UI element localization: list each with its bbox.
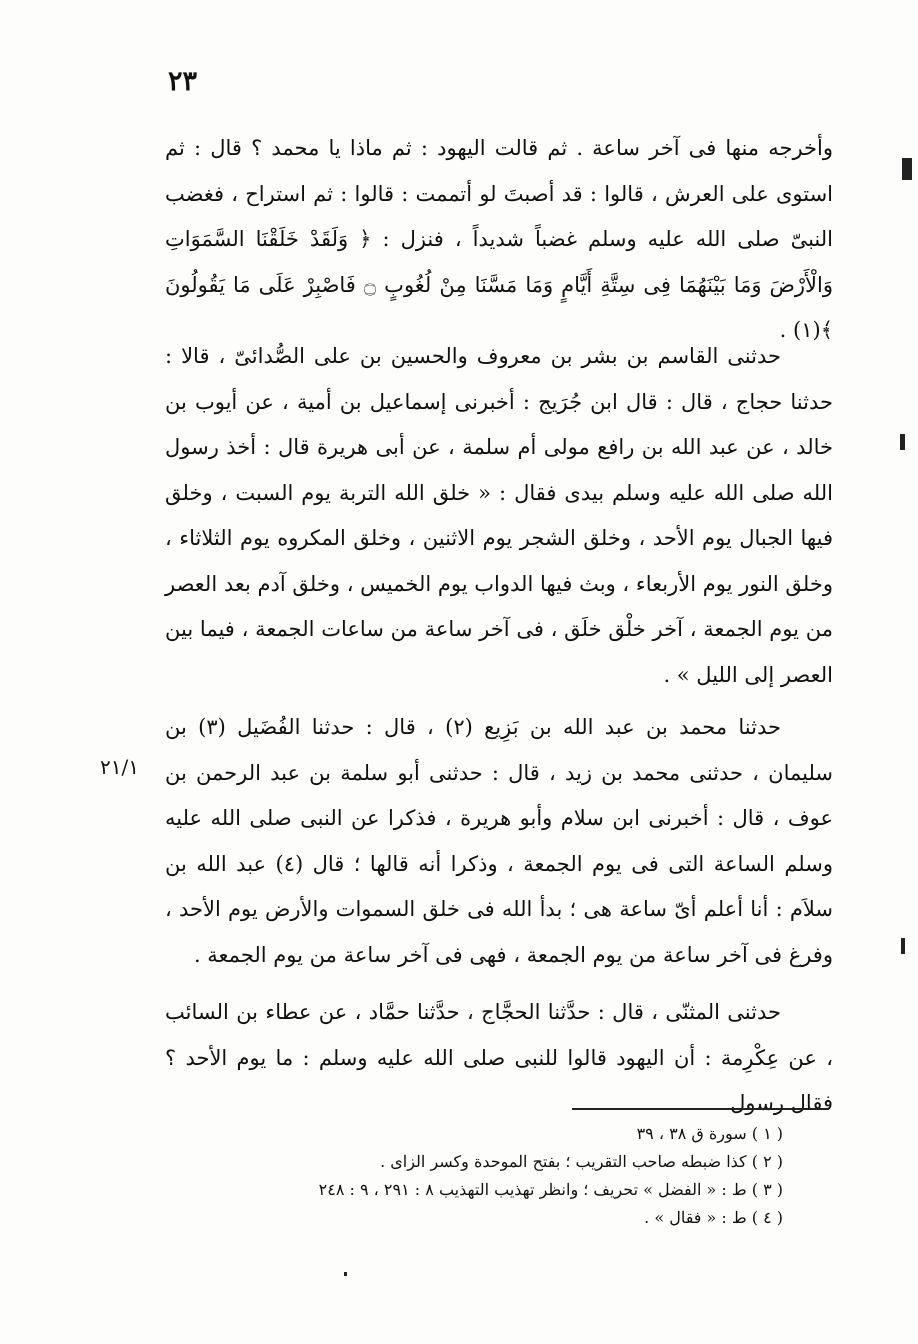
scan-edge-mark — [900, 434, 905, 450]
paragraph-2: حدثنى القاسم بن بشر بن معروف والحسين بن على الصُّدائىّ ، قالا : حدثنا حجاج ، قال : قال ابن جُرَيج : أخبرنى إسماعيل بن أمية ، عن أيوب بن خالد ، عن عبد الله بن رافع مولى أم سلمة ، عن أبى هريرة قال : أخذ رسول الله صلى الله عليه وسلم بيدى فقال : « خلق الله التربة يوم السبت ، وخلق فيها الجبال يوم الأحد ، وخلق الشجر يوم الاثنين ، وخلق المكروه يوم الثلاثاء ، وخلق النور يوم الأربعاء ، وبث فيها الدواب يوم الخميس ، وخلق آدم بعد العصر من يوم الجمعة ، آخر خلْق خلَق ، فى آخر ساعة من ساعات الجمعة ، فيما بين العصر إلى الليل » . — [165, 344, 833, 687]
scan-edge-mark — [901, 938, 905, 954]
footnote-4: ( ٤ ) ط : « فقال » . — [644, 1208, 783, 1227]
footnote-3: ( ٣ ) ط : « الفضل » تحريف ؛ وانظر تهذيب التهذيب ٨ : ٢٩١ ، ٩ : ٢٤٨ — [318, 1180, 783, 1199]
footnotes — [165, 1120, 783, 1232]
paragraph-1: وأخرجه منها فى آخر ساعة . ثم قالت اليهود : ثم ماذا يا محمد ؟ قال : ثم استوى على العرش ، قالوا : قد أصبتَ لو أتممت : قالوا : ثم استراح ، فغضب النبىّ صلى الله عليه وسلم غضباً شديداً ، فنزل : ﴿ وَلَقَدْ خَلَقْنَا السَّمَوَاتِ وَالْأَرْضَ وَمَا بَيْنَهُمَا فِى سِتَّةِ أَيَّامٍ وَمَا مَسَّنَا مِنْ لُغُوبٍ ۝ فَاصْبِرْ عَلَى مَا يَقُولُونَ ﴾(١) . — [165, 136, 833, 342]
paragraph-3: حدثنا محمد بن عبد الله بن بَزِيع (٢) ، قال : حدثنا الفُضَيل (٣) بن سليمان ، حدثنى محمد بن زيد ، قال : حدثنى أبو سلمة بن عبد الرحمن بن عوف ، قال : أخبرنى ابن سلام وأبو هريرة ، فذكرا عن النبى صلى الله عليه وسلم الساعة التى فى يوم الجمعة ، وذكرا أنه قالها ؛ قال (٤) عبد الله بن سلاَم : أنا أعلم أىّ ساعة هى ؛ بدأ الله فى خلق السموات والأرض يوم الأحد ، وفرغ فى آخر ساعة من يوم الجمعة ، فهى فى آخر ساعة من يوم الجمعة . — [165, 715, 833, 967]
scan-edge-mark — [902, 158, 912, 180]
page-number: ٢٣ — [168, 66, 198, 97]
margin-reference: ٢١/١ — [100, 755, 139, 779]
footnote-separator — [572, 1108, 829, 1110]
footnote-1: ( ١ ) سورة ق ٣٨ ، ٣٩ — [636, 1124, 783, 1143]
paragraph-4: حدثنى المثنّى ، قال : حدَّثنا الحجَّاج ، حدَّثنا حمَّاد ، عن عطاء بن السائب ، عن عِكْرِمة : أن اليهود قالوا للنبى صلى الله عليه وسلم : ما يوم الأحد ؟ فقال رسول — [165, 1000, 833, 1115]
scan-speck — [344, 1272, 347, 1276]
footnote-2: ( ٢ ) كذا ضبطه صاحب التقريب ؛ بفتح الموحدة وكسر الزاى . — [380, 1152, 783, 1171]
